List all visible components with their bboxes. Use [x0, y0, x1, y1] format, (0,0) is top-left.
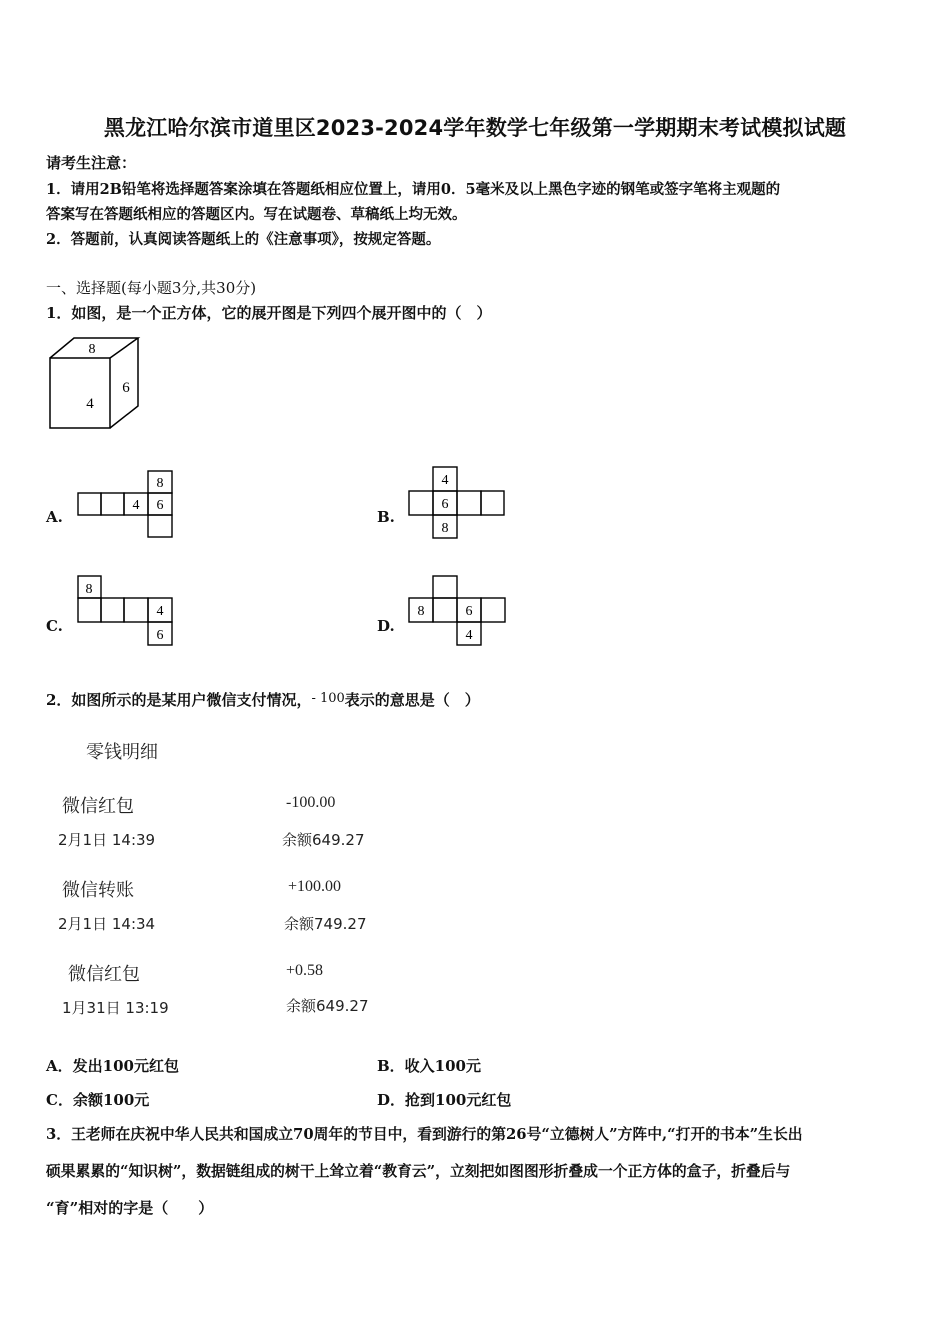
q2-option-a: A．发出100元红包	[46, 1057, 179, 1075]
q1-option-a-label: A.	[46, 508, 63, 526]
record-1-name: 微信红包	[62, 796, 134, 817]
q2-option-b: B．收入100元	[377, 1057, 481, 1075]
cube-top-face: 8	[88, 342, 96, 357]
q3-line-1: 3．王老师在庆祝中华人民共和国成立70周年的节目中，看到游行的第26号“立德树人”方阵中,“打开的书本”生长出	[46, 1126, 803, 1143]
net-d-face-4: 4	[465, 628, 473, 643]
section-heading: 一、选择题(每小题3分,共30分)	[46, 279, 257, 297]
cube-side-face: 6	[122, 380, 130, 396]
net-c-face-8: 8	[85, 582, 93, 597]
net-d-face-8: 8	[417, 604, 425, 619]
q1-option-d-label: D.	[377, 617, 395, 635]
net-c-face-4: 4	[156, 604, 164, 619]
record-3-amount: +0.58	[286, 962, 324, 979]
q2-stem	[46, 689, 480, 710]
net-a-face-8: 8	[156, 476, 164, 491]
q1-option-b-label: B.	[377, 508, 395, 526]
q1-option-d-net	[407, 574, 509, 648]
notice-line-1: 1．请用2B铅笔将选择题答案涂填在答题纸相应位置上，请用0．5毫米及以上黑色字迹的钢笔或签字笔将主观题的	[46, 181, 781, 198]
q2-stem-post: 表示的意思是（ ）	[344, 691, 480, 709]
q2-stem-value: - 100	[311, 691, 345, 706]
q3-line-3: “育”相对的字是（ ）	[46, 1199, 214, 1217]
record-3-date: 1月31日 13:19	[62, 999, 169, 1017]
q2-option-c: C．余额100元	[46, 1091, 150, 1109]
q3-line-2: 硕果累累的“知识树”，数据链组成的树干上耸立着“教育云”，立刻把如图图形折叠成一个正方体的盒子，折叠后与	[46, 1163, 791, 1180]
wallet-header: 零钱明细	[86, 742, 158, 763]
record-2-amount: +100.00	[288, 878, 342, 895]
record-3-name: 微信红包	[68, 964, 140, 985]
q1-option-a-net	[76, 468, 176, 542]
cube-front-face: 4	[86, 396, 94, 412]
record-1-amount: -100.00	[286, 794, 336, 811]
notice-line-1b: 答案写在答题纸相应的答题区内。写在试题卷、草稿纸上均无效。	[46, 206, 467, 223]
net-b-face-4: 4	[441, 473, 449, 488]
record-2-name: 微信转账	[62, 880, 134, 901]
record-3-balance: 余额649.27	[286, 997, 369, 1015]
q2-option-d: D．抢到100元红包	[377, 1091, 512, 1109]
q1-option-b-net	[407, 465, 507, 541]
net-c-face-6: 6	[156, 628, 164, 643]
net-d-face-6: 6	[465, 604, 473, 619]
net-b-face-6: 6	[441, 497, 449, 512]
net-a-face-4: 4	[132, 498, 140, 513]
notice-heading: 请考生注意：	[46, 154, 137, 172]
page-title: 黑龙江哈尔滨市道里区2023-2024学年数学七年级第一学期期末考试模拟试题	[103, 116, 847, 140]
record-2-balance: 余额749.27	[284, 915, 367, 933]
q1-option-c-label: C.	[46, 617, 63, 635]
record-1-date: 2月1日 14:39	[58, 831, 156, 849]
q1-option-c-net	[76, 574, 176, 648]
net-a-face-6: 6	[156, 498, 164, 513]
record-2-date: 2月1日 14:34	[58, 915, 156, 933]
net-b-face-8: 8	[441, 521, 449, 536]
q2-stem-pre: 2．如图所示的是某用户微信支付情况，	[46, 691, 312, 709]
record-1-balance: 余额649.27	[282, 831, 365, 849]
notice-line-2: 2．答题前，认真阅读答题纸上的《注意事项》，按规定答题。	[46, 231, 441, 248]
cube-figure	[46, 334, 146, 434]
q1-stem: 1．如图，是一个正方体，它的展开图是下列四个展开图中的（ ）	[46, 304, 492, 322]
